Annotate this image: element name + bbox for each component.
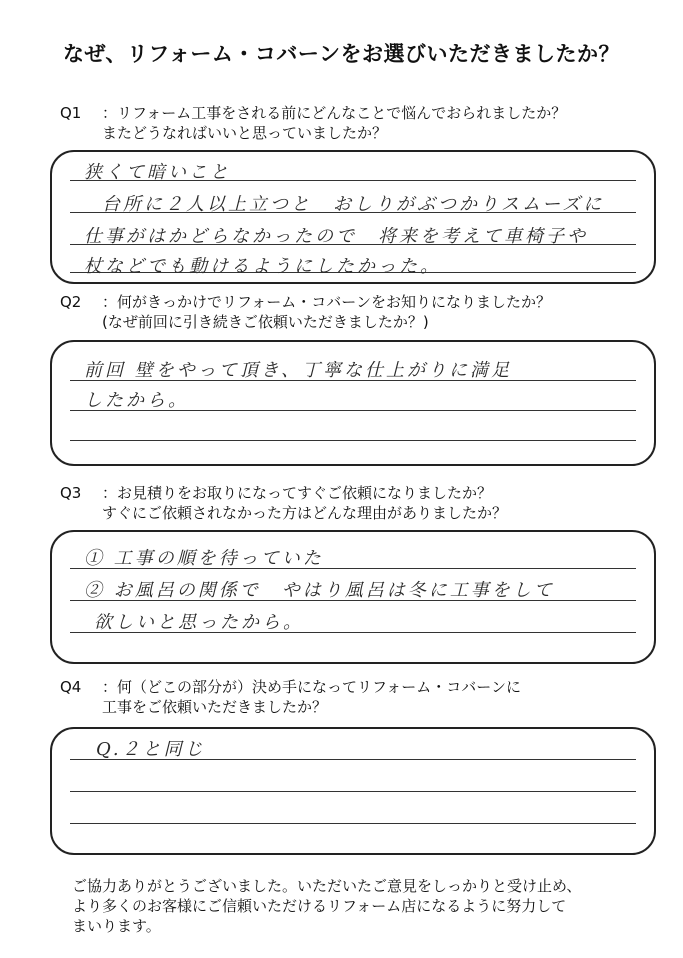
question-1	[60, 103, 566, 143]
answer-box-4[interactable]	[50, 727, 656, 855]
footer-message	[72, 876, 581, 936]
ruled-line	[70, 791, 636, 792]
handwritten-answer: 杖などでも動けるようにしたかった。	[84, 256, 441, 277]
question-text: ：何（どこの部分が）決め手になってリフォーム・コバーンに	[102, 678, 521, 696]
question-number: Q3	[60, 484, 82, 502]
handwritten-answer: 仕事がはかどらなかったので 将来を考えて車椅子や	[84, 226, 588, 247]
footer-line: より多くのお客様にご信頼いただけるリフォーム店になるように努力して	[72, 897, 567, 915]
question-text: ：リフォーム工事をされる前にどんなことで悩んでおられましたか？	[102, 104, 567, 122]
footer-line: まいります。	[72, 917, 161, 935]
ruled-line	[70, 823, 636, 824]
question-4	[60, 677, 521, 717]
answer-box-3[interactable]	[50, 530, 656, 664]
question-subtext: すぐにご依頼されなかった方はどんな理由がありましたか？	[102, 504, 508, 522]
handwritten-answer: したから。	[84, 390, 189, 411]
handwritten-answer: ① 工事の順を待っていた	[84, 548, 324, 569]
question-number: Q2	[60, 293, 82, 311]
page-title: なぜ、リフォーム・コバーンをお選びいただきましたか？	[63, 42, 620, 66]
handwritten-answer: 欲しいと思ったから。	[94, 612, 304, 633]
question-subtext: またどうなればいいと思っていましたか？	[102, 124, 388, 142]
handwritten-answer: ② お風呂の関係で やはり風呂は冬に工事をして	[84, 580, 555, 601]
question-number: Q4	[60, 678, 82, 696]
answer-box-2[interactable]	[50, 340, 656, 466]
handwritten-answer: 台所に２人以上立つと おしりがぶつかりスムーズに	[102, 194, 605, 215]
question-subtext: 工事をご依頼いただきましたか？	[102, 698, 328, 716]
answer-box-1[interactable]	[50, 150, 656, 284]
question-2	[60, 292, 551, 332]
footer-line: ご協力ありがとうございました。いただいたご意見をしっかりと受け止め、	[72, 877, 582, 895]
question-text: ：何がきっかけでリフォーム・コバーンをお知りになりましたか？	[102, 293, 551, 311]
handwritten-answer: 狭くて暗いこと	[84, 162, 231, 183]
question-number: Q1	[60, 104, 82, 122]
handwritten-answer: Q.２と同じ	[96, 739, 206, 760]
handwritten-answer: 前回 壁をやって頂き、丁寧な仕上がりに満足	[84, 360, 512, 381]
question-subtext: (なぜ前回に引き続きご依頼いただきましたか？)	[102, 313, 429, 331]
question-text: ：お見積りをお取りになってすぐご依頼になりましたか？	[102, 484, 493, 502]
question-3	[60, 483, 507, 523]
ruled-line	[70, 440, 636, 441]
